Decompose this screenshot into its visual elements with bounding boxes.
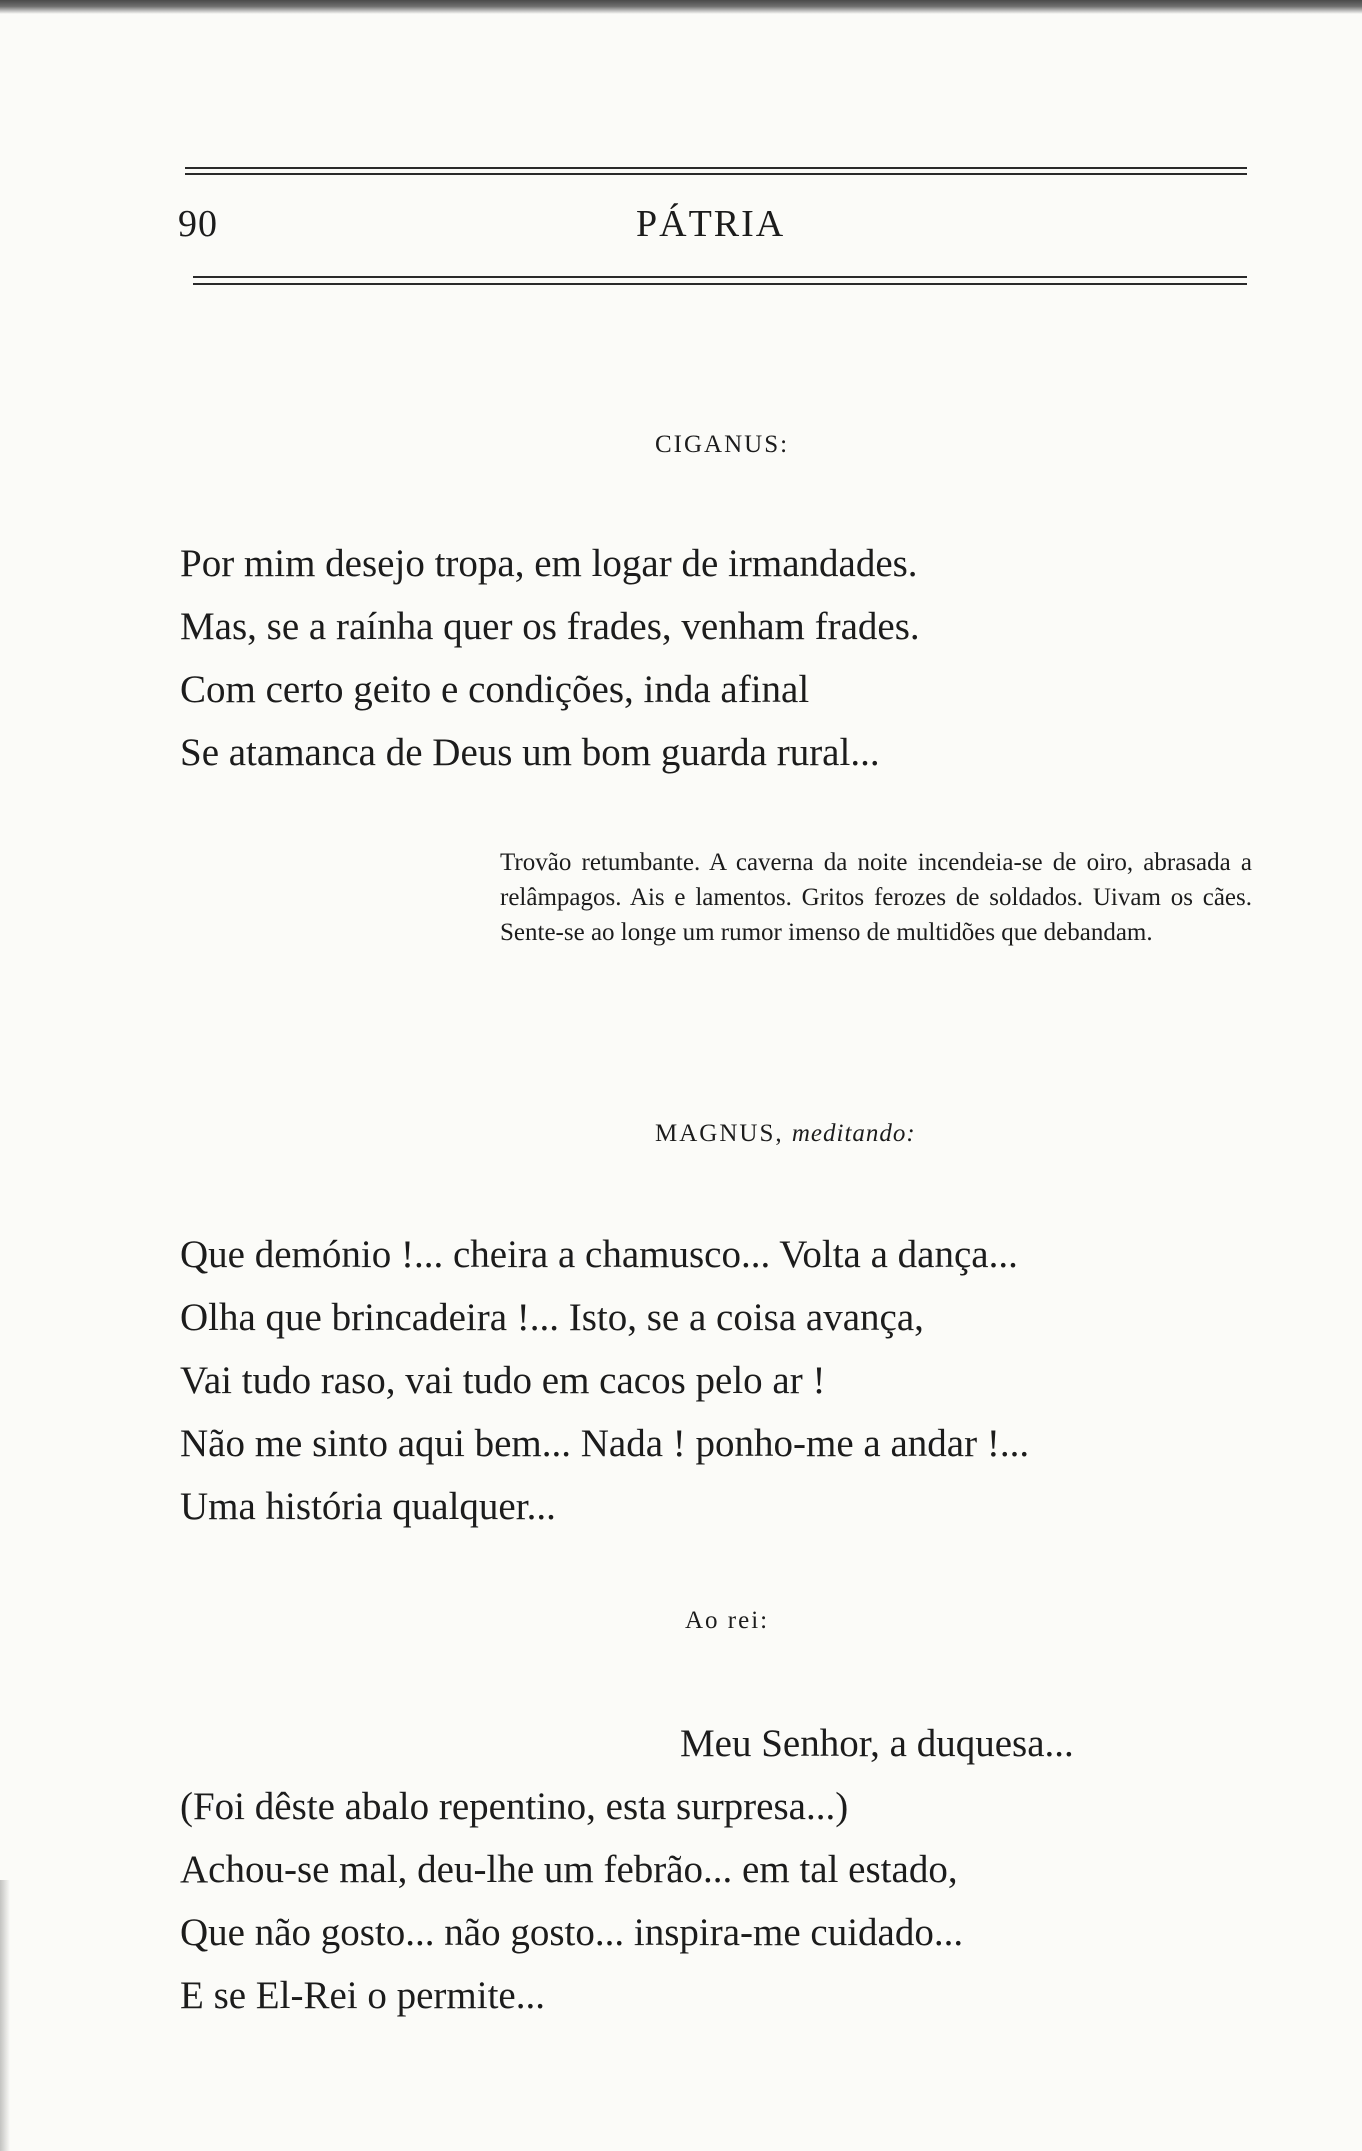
verse-line: Não me sinto aqui bem... Nada ! ponho-me a andar !... <box>180 1422 1030 1465</box>
verse-line-indented <box>680 1712 1074 1775</box>
scan-edge-left <box>0 1880 10 2151</box>
verse-line: Se atamanca de Deus um bom guarda rural... <box>180 731 880 774</box>
speaker-magnus <box>655 1120 916 1148</box>
verse-line: Achou-se mal, deu-lhe um febrão... em tal estado, <box>180 1848 958 1891</box>
header-rule-bottom-2 <box>193 283 1247 285</box>
speaker-ciganus: CIGANUS: <box>655 431 790 458</box>
scan-edge-top <box>0 0 1362 14</box>
verse-block-magnus <box>180 1223 1029 1538</box>
header-rule-top-2 <box>185 173 1247 175</box>
verse-line: Que demónio !... cheira a chamusco... Volta a dança... <box>180 1233 1018 1276</box>
verse-line: Que não gosto... não gosto... inspira-me cuidado... <box>180 1911 964 1954</box>
running-head: PÁTRIA <box>636 203 786 245</box>
verse-block-ao-rei <box>180 1775 963 2027</box>
verse-line: Uma história qualquer... <box>180 1485 556 1528</box>
speaker-magnus-note: meditando: <box>791 1120 916 1147</box>
verse-block-ciganus <box>180 532 920 784</box>
verse-line: Meu Senhor, a duquesa... <box>680 1722 1074 1765</box>
verse-line: E se El-Rei o permite... <box>180 1974 545 2017</box>
header-rule-top-1 <box>185 167 1247 169</box>
verse-line: Mas, se a raínha quer os frades, venham frades. <box>180 605 920 648</box>
verse-line: Com certo geito e condições, inda afinal <box>180 668 810 711</box>
stage-direction: Trovão retumbante. A caverna da noite incendeia-se de oiro, abrasada a relâmpagos. Ais e lamentos. Gritos ferozes de soldados. Uivam os cães. Sente-se ao longe um rumor imenso de multidões que debandam. <box>500 849 1252 946</box>
header-rule-bottom-1 <box>193 276 1247 278</box>
verse-line: Vai tudo raso, vai tudo em cacos pelo ar ! <box>180 1359 826 1402</box>
page-number: 90 <box>178 203 218 245</box>
stage-cue-ao-rei: Ao rei: <box>685 1607 770 1634</box>
verse-line: Olha que brincadeira !... Isto, se a coisa avança, <box>180 1296 924 1339</box>
verse-line: Por mim desejo tropa, em logar de irmandades. <box>180 542 918 585</box>
verse-line: (Foi dêste abalo repentino, esta surpresa...) <box>180 1785 849 1828</box>
speaker-magnus-name: MAGNUS, <box>655 1120 784 1147</box>
